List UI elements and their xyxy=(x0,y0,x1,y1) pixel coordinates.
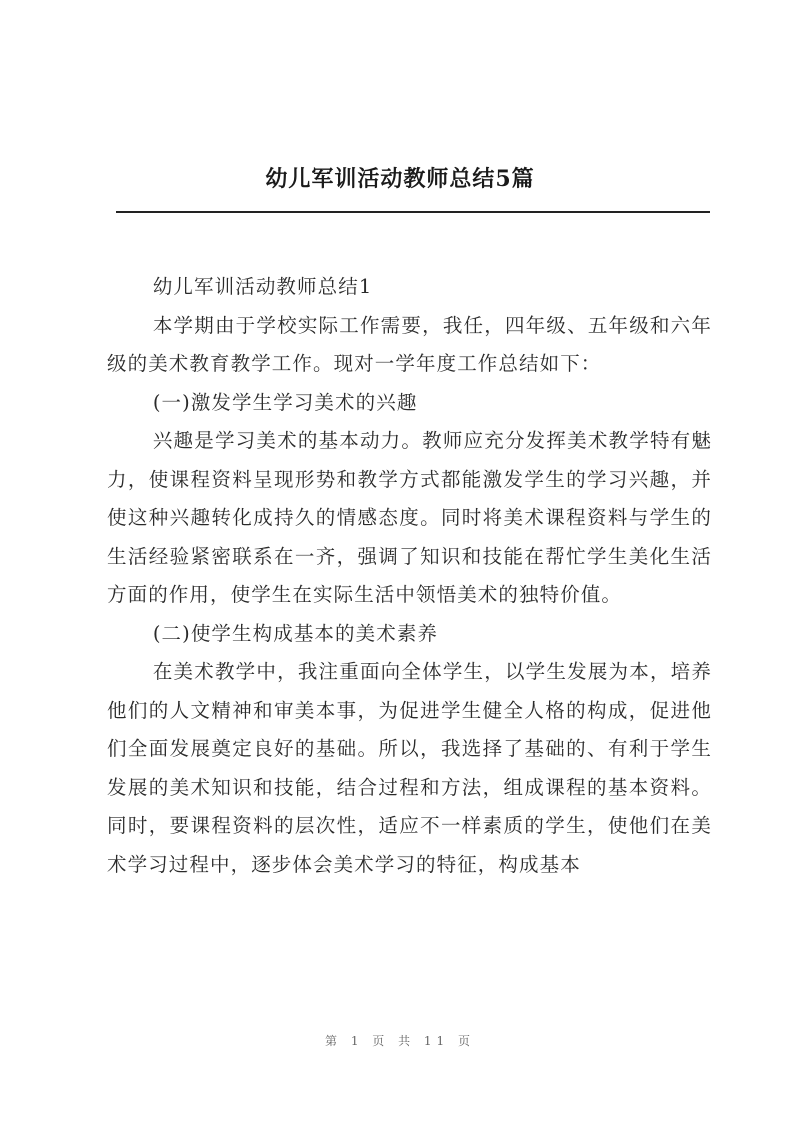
section-heading: 幼儿军训活动教师总结1 xyxy=(152,275,373,298)
subsection-heading: (二)使学生构成基本的美术素养 xyxy=(152,621,439,645)
page-footer: 第 1 页 共 11 页 xyxy=(325,1034,475,1048)
document-title: 幼儿军训活动教师总结5篇 xyxy=(265,166,535,192)
document-body xyxy=(107,268,712,884)
body-paragraph: 兴趣是学习美术的基本动力。教师应充分发挥美术教学特有魅力，使课程资料呈现形势和教学方式都能激发学生的学习兴趣，并使这种兴趣转化成持久的情感态度。同时将美术课程资料与学生的生活经验紧密联系在一齐，强调了知识和技能在帮忙学生美化生活方面的作用，使学生在实际生活中领悟美术的独特价值。 xyxy=(107,429,712,606)
body-paragraph: 在美术教学中，我注重面向全体学生，以学生发展为本，培养他们的人文精神和审美本事，为促进学生健全人格的构成，促进他们全面发展奠定良好的基础。所以，我选择了基础的、有利于学生发展的美术知识和技能，结合过程和方法，组成课程的基本资料。同时，要课程资料的层次性，适应不一样素质的学生，使他们在美术学习过程中，逐步体会美术学习的特征，构成基本 xyxy=(107,660,712,876)
title-underline xyxy=(116,211,710,213)
subsection-heading: (一)激发学生学习美术的兴趣 xyxy=(152,390,418,414)
body-paragraph: 本学期由于学校实际工作需要，我任，四年级、五年级和六年级的美术教育教学工作。现对一学年度工作总结如下： xyxy=(107,313,712,375)
